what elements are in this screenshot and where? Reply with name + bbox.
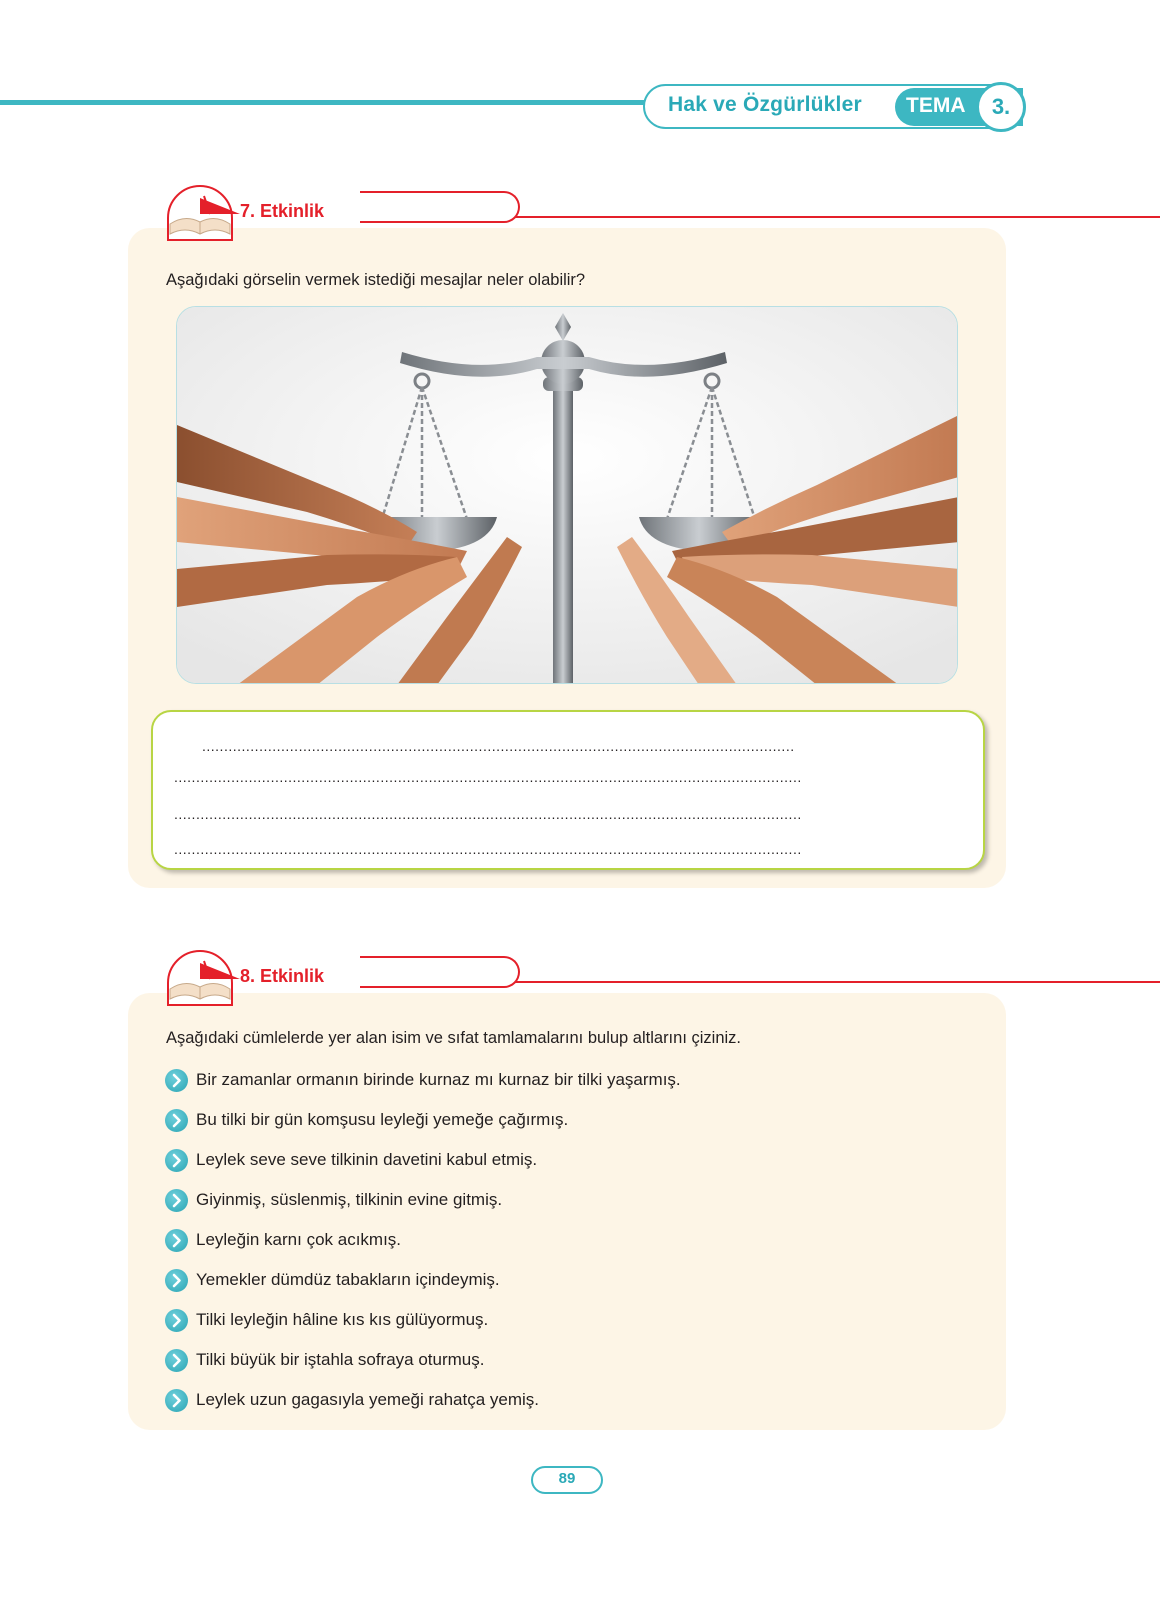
activity8-label-pill <box>360 956 520 988</box>
sentence-text: Bu tilki bir gün komşusu leyleği yemeğe çağırmış. <box>196 1110 569 1129</box>
sentence-text: Leyleğin karnı çok acıkmış. <box>196 1230 402 1249</box>
scales-of-justice-image <box>176 306 958 684</box>
chevron-right-icon <box>165 1269 188 1292</box>
sentence-text: Tilki leyleğin hâline kıs kıs gülüyormuş. <box>196 1310 489 1329</box>
chevron-right-icon <box>165 1309 188 1332</box>
answer-line-4[interactable]: ............................................................................................................................................... <box>174 841 802 857</box>
answer-line-2[interactable]: ............................................................................................................................................... <box>174 769 802 785</box>
tema-word: TEMA <box>906 94 966 117</box>
chevron-right-icon <box>165 1389 188 1412</box>
theme-title: Hak ve Özgürlükler <box>668 93 862 116</box>
activity8-prompt: Aşağıdaki cümlelerde yer alan isim ve sıfat tamlamalarını bulup altlarını çiziniz. <box>166 1029 741 1047</box>
activity8-label: 8. Etkinlik <box>240 966 325 986</box>
chevron-right-icon <box>165 1109 188 1132</box>
answer-line-1[interactable]: ....................................................................................................................................... <box>202 738 795 754</box>
activity7-prompt: Aşağıdaki görselin vermek istediği mesajlar neler olabilir? <box>166 271 586 289</box>
sentence-text: Bir zamanlar ormanın birinde kurnaz mı kurnaz bir tilki yaşarmış. <box>196 1070 681 1089</box>
sentence-text: Leylek uzun gagasıyla yemeği rahatça yemiş. <box>196 1390 540 1409</box>
page-number: 89 <box>558 1470 576 1487</box>
chevron-right-icon <box>165 1229 188 1252</box>
sentence-text: Leylek seve seve tilkinin davetini kabul etmiş. <box>196 1150 538 1169</box>
chevron-right-icon <box>165 1189 188 1212</box>
activity7-header <box>160 178 1000 248</box>
open-book-pencil-icon <box>160 943 240 1013</box>
chevron-right-icon <box>165 1149 188 1172</box>
header-rule <box>0 100 660 105</box>
open-book-pencil-icon <box>160 178 240 248</box>
sentence-text: Tilki büyük bir iştahla sofraya oturmuş. <box>196 1350 485 1369</box>
activity7-label: 7. Etkinlik <box>240 201 325 221</box>
activity7-label-pill <box>360 191 520 223</box>
chevron-right-icon <box>165 1349 188 1372</box>
tema-number: 3. <box>976 82 1026 132</box>
activity8-header <box>160 943 1000 1013</box>
answer-line-3[interactable]: ............................................................................................................................................... <box>174 806 802 822</box>
chevron-right-icon <box>165 1069 188 1092</box>
sentence-text: Giyinmiş, süslenmiş, tilkinin evine gitmiş. <box>196 1190 503 1209</box>
sentence-text: Yemekler dümdüz tabakların içindeymiş. <box>196 1270 500 1289</box>
